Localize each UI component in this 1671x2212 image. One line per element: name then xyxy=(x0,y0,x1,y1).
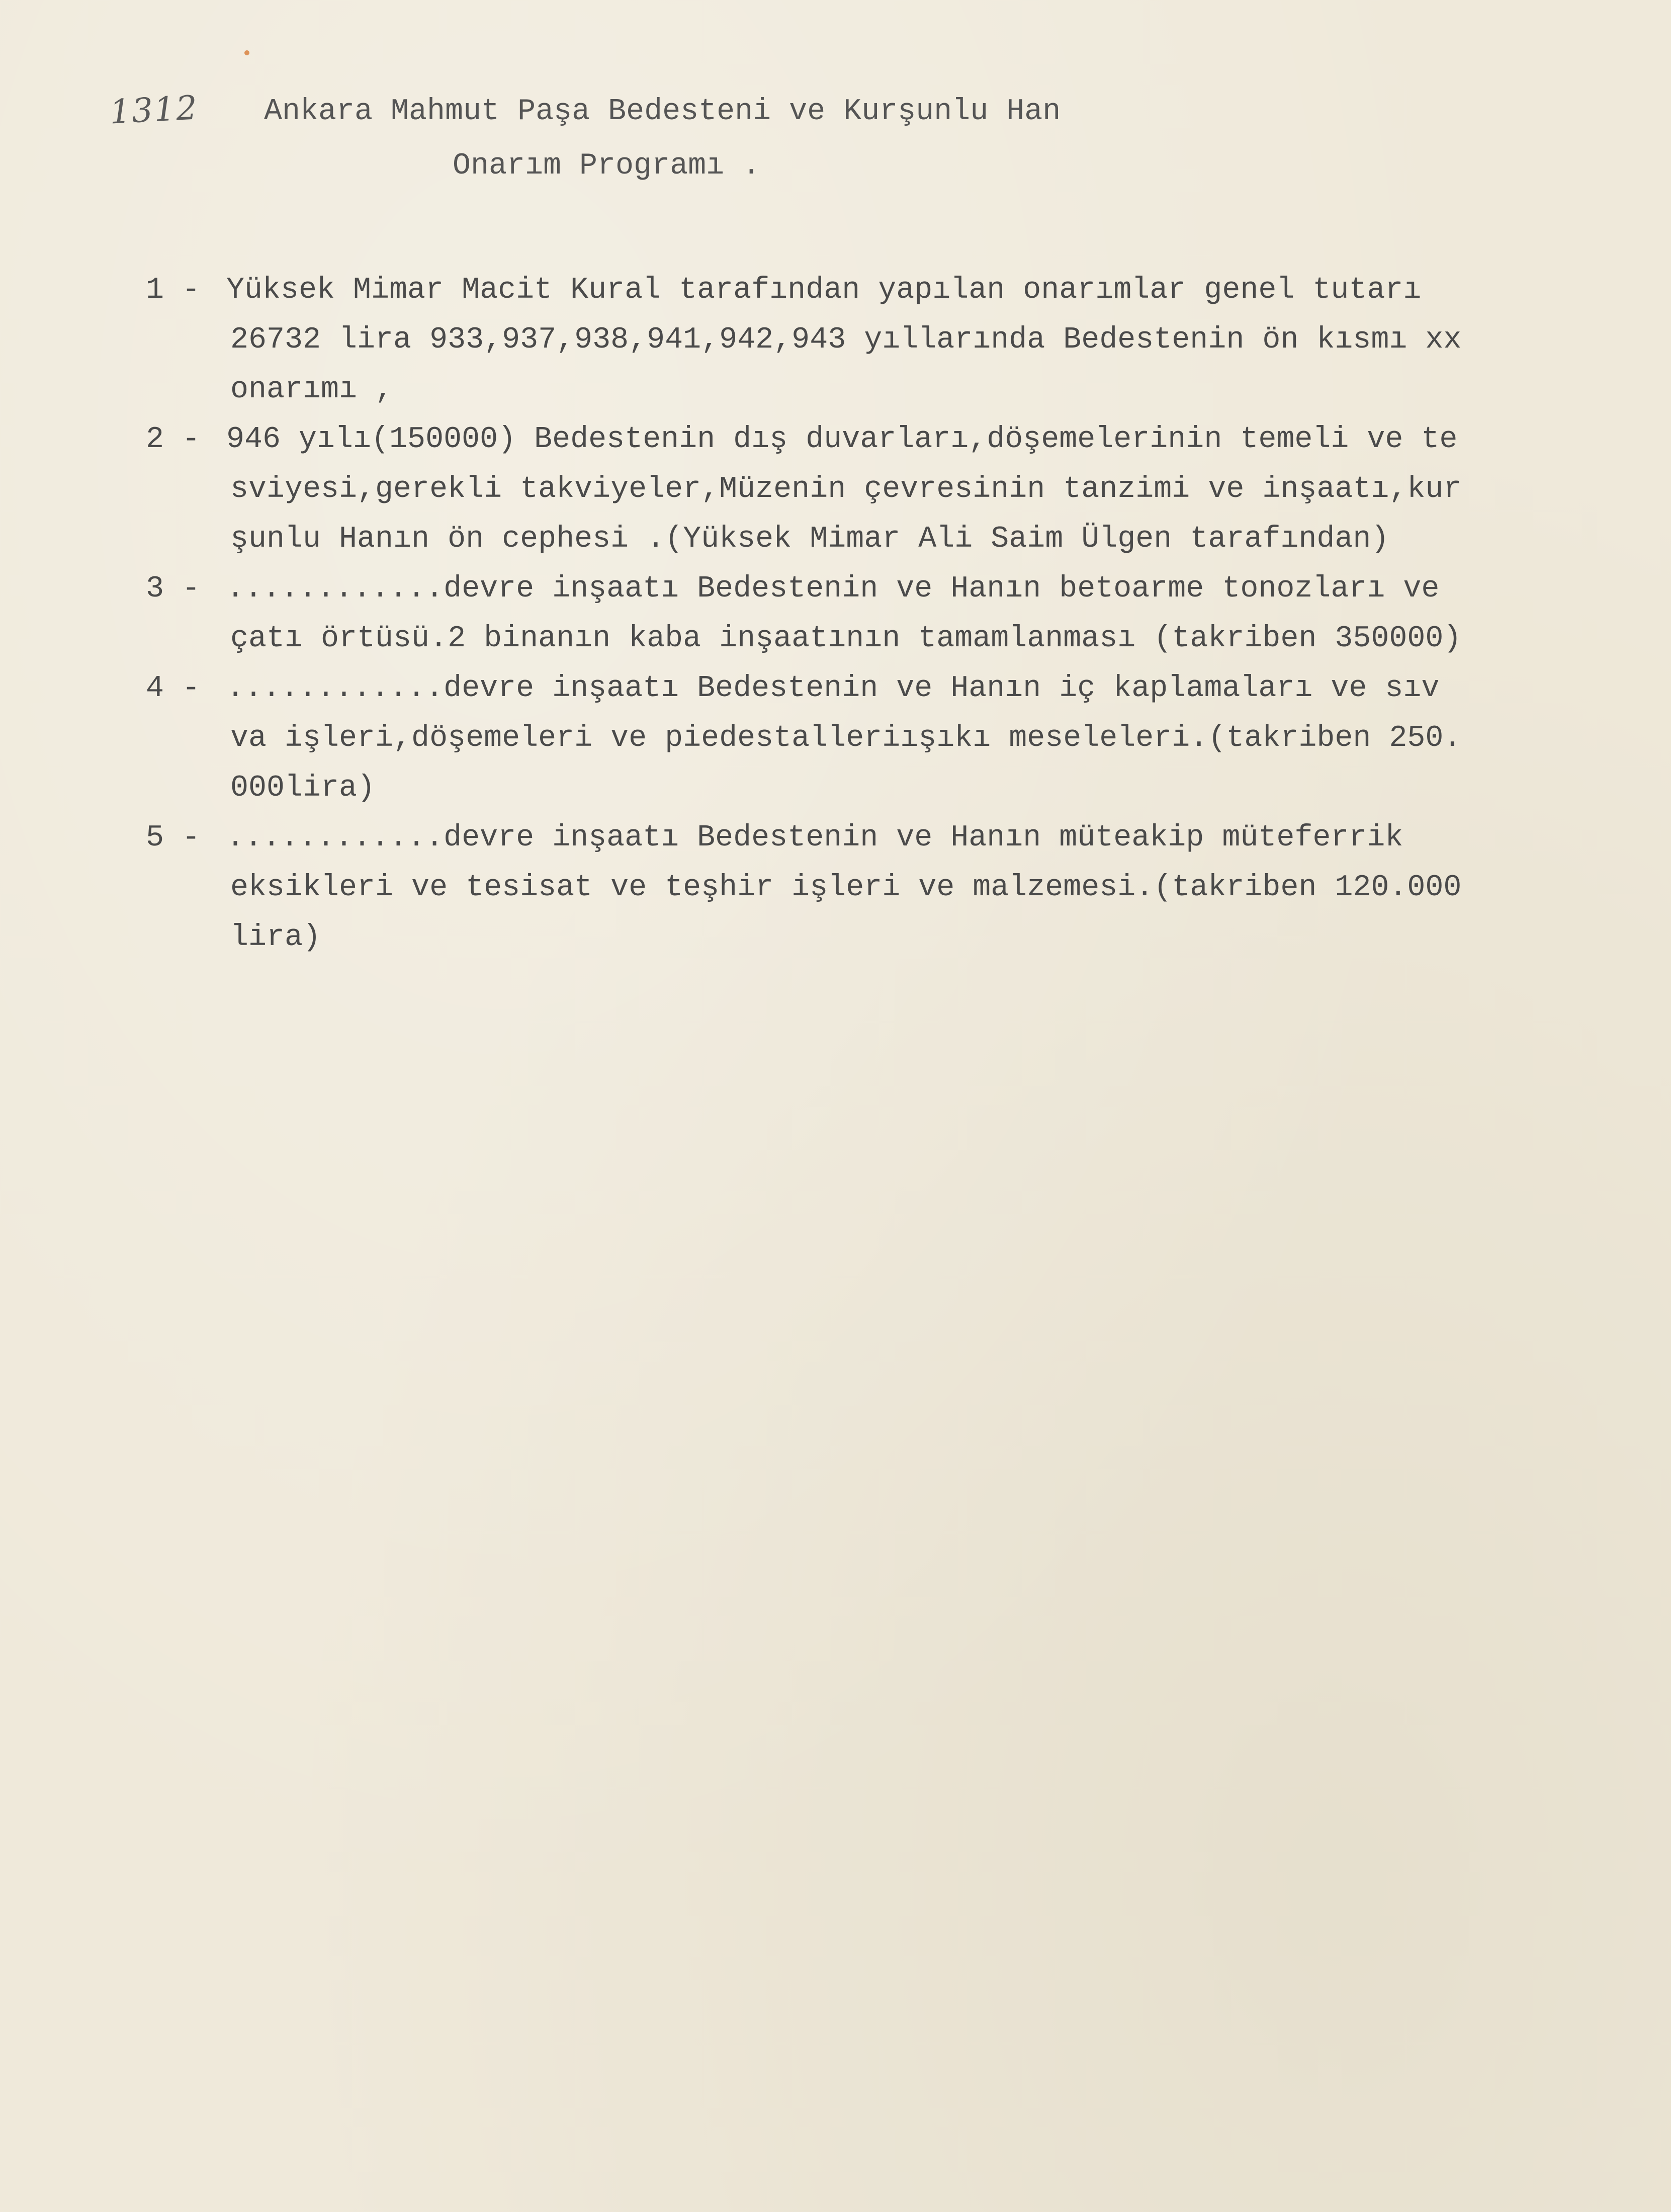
item-line: Yüksek Mimar Macit Kural tarafından yapılan onarımlar genel tutarı xyxy=(226,273,1422,307)
item-line: şunlu Hanın ön cephesi .(Yüksek Mimar Ali Saim Ülgen tarafından) xyxy=(230,522,1389,556)
item-line: sviyesi,gerekli takviyeler,Müzenin çevresinin tanzimi ve inşaatı,kur xyxy=(230,472,1462,506)
item-line: ............devre inşaatı Bedestenin ve Hanın müteakip müteferrik xyxy=(226,821,1403,855)
item-number: 3 - xyxy=(146,572,201,606)
handwritten-note: 1312 xyxy=(109,88,199,132)
item-line: çatı örtüsü.2 binanın kaba inşaatının tamamlanması (takriben 350000) xyxy=(230,622,1462,656)
item-line: lira) xyxy=(230,920,321,955)
item-line: ............devre inşaatı Bedestenin ve Hanın betoarme tonozları ve xyxy=(226,572,1440,606)
item-line: eksikleri ve tesisat ve teşhir işleri ve malzemesi.(takriben 120.000 xyxy=(230,871,1462,905)
item-line: va işleri,döşemeleri ve piedestalleriışıkı meseleleri.(takriben 250. xyxy=(230,721,1462,755)
item-line: 946 yılı(150000) Bedestenin dış duvarları,döşemelerinin temeli ve te xyxy=(226,422,1458,457)
title-line-2: Onarım Programı . xyxy=(453,149,761,183)
item-number: 2 - xyxy=(146,422,201,457)
item-line: 26732 lira 933,937,938,941,942,943 yıllarında Bedestenin ön kısmı xx xyxy=(230,323,1462,357)
item-line: onarımı , xyxy=(230,373,394,407)
item-number: 5 - xyxy=(146,821,201,855)
title-line-1: Ankara Mahmut Paşa Bedesteni ve Kurşunlu Han xyxy=(264,95,1061,129)
item-line: ............devre inşaatı Bedestenin ve Hanın iç kaplamaları ve sıv xyxy=(226,671,1440,706)
item-number: 4 - xyxy=(146,671,201,706)
item-line: 000lira) xyxy=(230,771,376,805)
item-number: 1 - xyxy=(146,273,201,307)
ink-speck xyxy=(244,50,249,55)
